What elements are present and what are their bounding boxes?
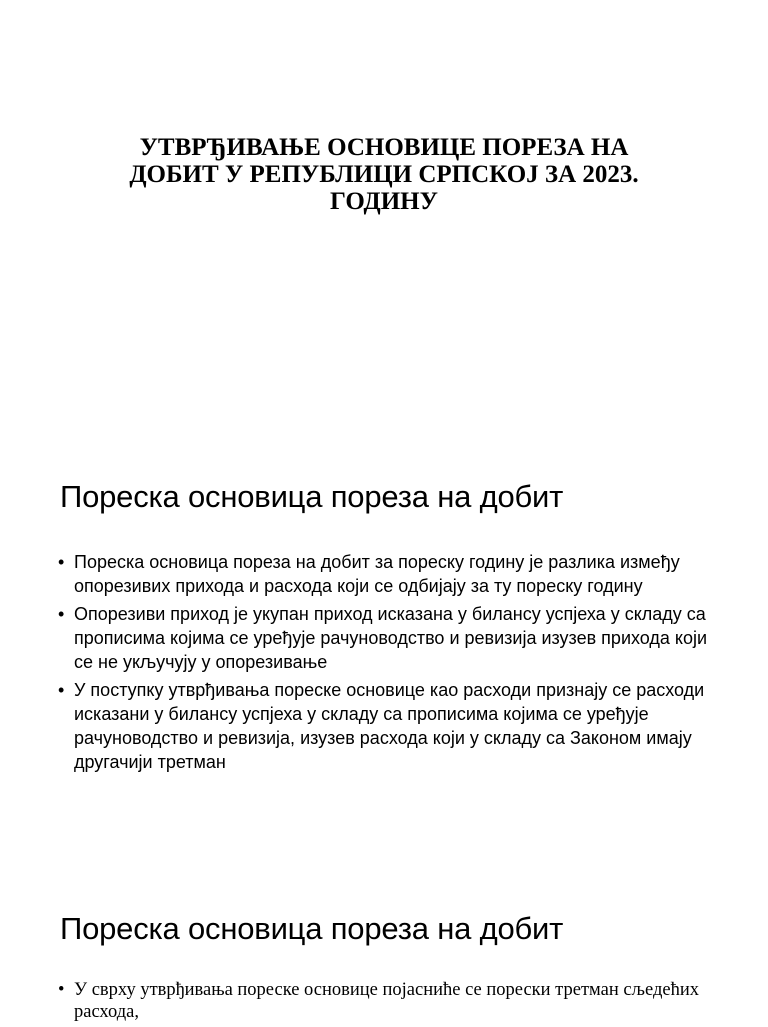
bullet-item — [58, 678, 718, 774]
bullet-icon: • — [58, 604, 65, 624]
bullet-item — [58, 550, 718, 598]
bullet-icon: • — [58, 680, 65, 700]
bullet-list — [58, 550, 718, 778]
title-slide — [0, 0, 768, 440]
slide-heading: Пореска основица пореза на добит — [60, 911, 564, 946]
bullet-icon: • — [58, 552, 65, 572]
bullet-text: Опорезиви приход је укупан приход исказана у билансу успјеха у складу са прописима којима се уређује рачуноводство и ревизија изузев прихода који се не укључују у опорезивање — [74, 604, 708, 672]
content-slide-2 — [0, 880, 768, 1024]
bullet-item — [58, 979, 738, 1023]
bullet-text: Пореска основица пореза на добит за пореску годину је разлика између опорезивих прихода и расхода који се одбијају за ту пореску годину — [74, 552, 680, 596]
slide-heading: Пореска основица пореза на добит — [60, 479, 564, 514]
content-slide-1 — [0, 440, 768, 880]
bullet-item — [58, 602, 718, 674]
bullet-icon: • — [58, 980, 65, 1000]
document-title: УТВРЂИВАЊЕ ОСНОВИЦЕ ПОРЕЗА НА ДОБИТ У РЕПУБЛИЦИ СРПСКОЈ ЗА 2023. ГОДИНУ — [129, 134, 639, 215]
bullet-text: У поступку утврђивања пореске основице као расходи признају се расходи исказани у билансу успјеха у складу са прописима којима се уређује рачуноводство и ревизија, изузев расхода који у складу са Законом имају другачији третман — [74, 680, 705, 772]
bullet-list — [58, 979, 738, 1027]
bullet-text: У сврху утврђивања пореске основице појасниће се порески третман сљедећих расхода, — [74, 980, 699, 1022]
